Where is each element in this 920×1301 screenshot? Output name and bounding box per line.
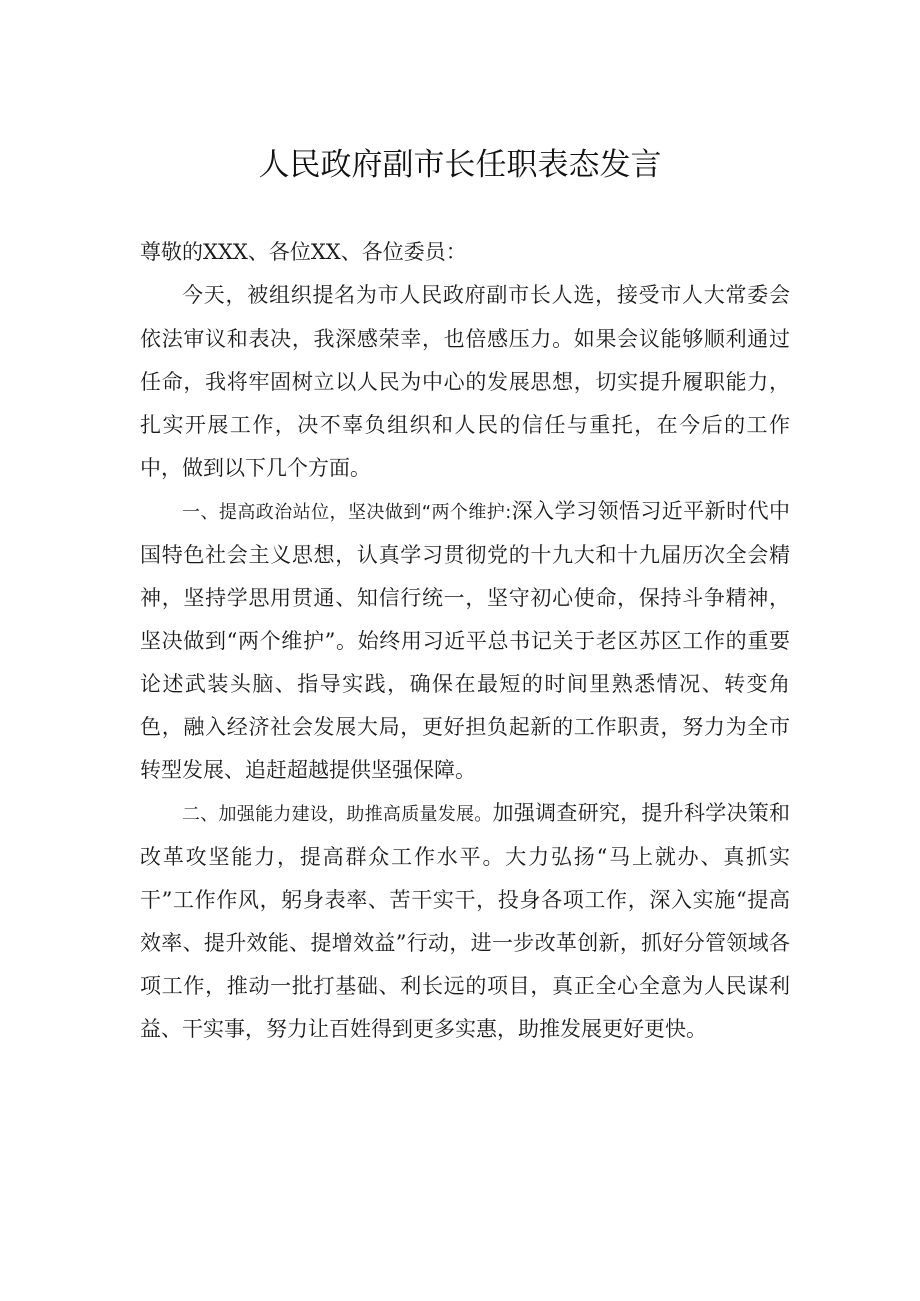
paragraph-intro bbox=[140, 274, 790, 490]
paragraph-text: 今天，被组织提名为市人民政府副市长人选，接受市人大常委会依法审议和表决，我深感荣幸，也倍感压力。如果会议能够顺利通过任命，我将牢固树立以人民为中心的发展思想，切实提升履职能力，扎实开展工作，决不辜负组织和人民的信任与重托，在今后的工作中，做到以下几个方面。 bbox=[140, 283, 790, 480]
page-title: 人民政府副市长任职表态发言 bbox=[258, 147, 662, 183]
section-heading-two: 二、加强能力建设，助推高质量发展。 bbox=[182, 804, 493, 825]
paragraph-section-one bbox=[140, 490, 790, 792]
section-heading-one: 一、提高政治站位，坚决做到“两个维护: bbox=[182, 502, 512, 523]
paragraph-text: 加强调查研究，提升科学决策和改革攻坚能力，提高群众工作水平。大力弘扬“马上就办、真抓实干”工作作风，躬身表率、苦干实干，投身各项工作，深入实施“提高效率、提升效能、提增效益”行动，进一步改革创新，抓好分管领域各项工作，推动一批打基础、利长远的项目，真正全心全意为人民谋利益、干实事，努力让百姓得到更多实惠，助推发展更好更快。 bbox=[140, 801, 791, 1041]
paragraph-section-two bbox=[140, 792, 790, 1051]
document-body bbox=[140, 231, 790, 1051]
salutation: 尊敬的XXX、各位XX、各位委员： bbox=[140, 240, 467, 264]
paragraph-text: 深入学习领悟习近平新时代中国特色社会主义思想，认真学习贯彻党的十九大和十九届历次全会精神，坚持学思用贯通、知信行统一，坚守初心使命，保持斗争精神，坚决做到“两个维护”。始终用习近平总书记关于老区苏区工作的重要论述武装头脑、指导实践，确保在最短的时间里熟悉情况、转变角色，融入经济社会发展大局，更好担负起新的工作职责，努力为全市转型发展、追赶超越提供坚强保障。 bbox=[140, 499, 791, 782]
